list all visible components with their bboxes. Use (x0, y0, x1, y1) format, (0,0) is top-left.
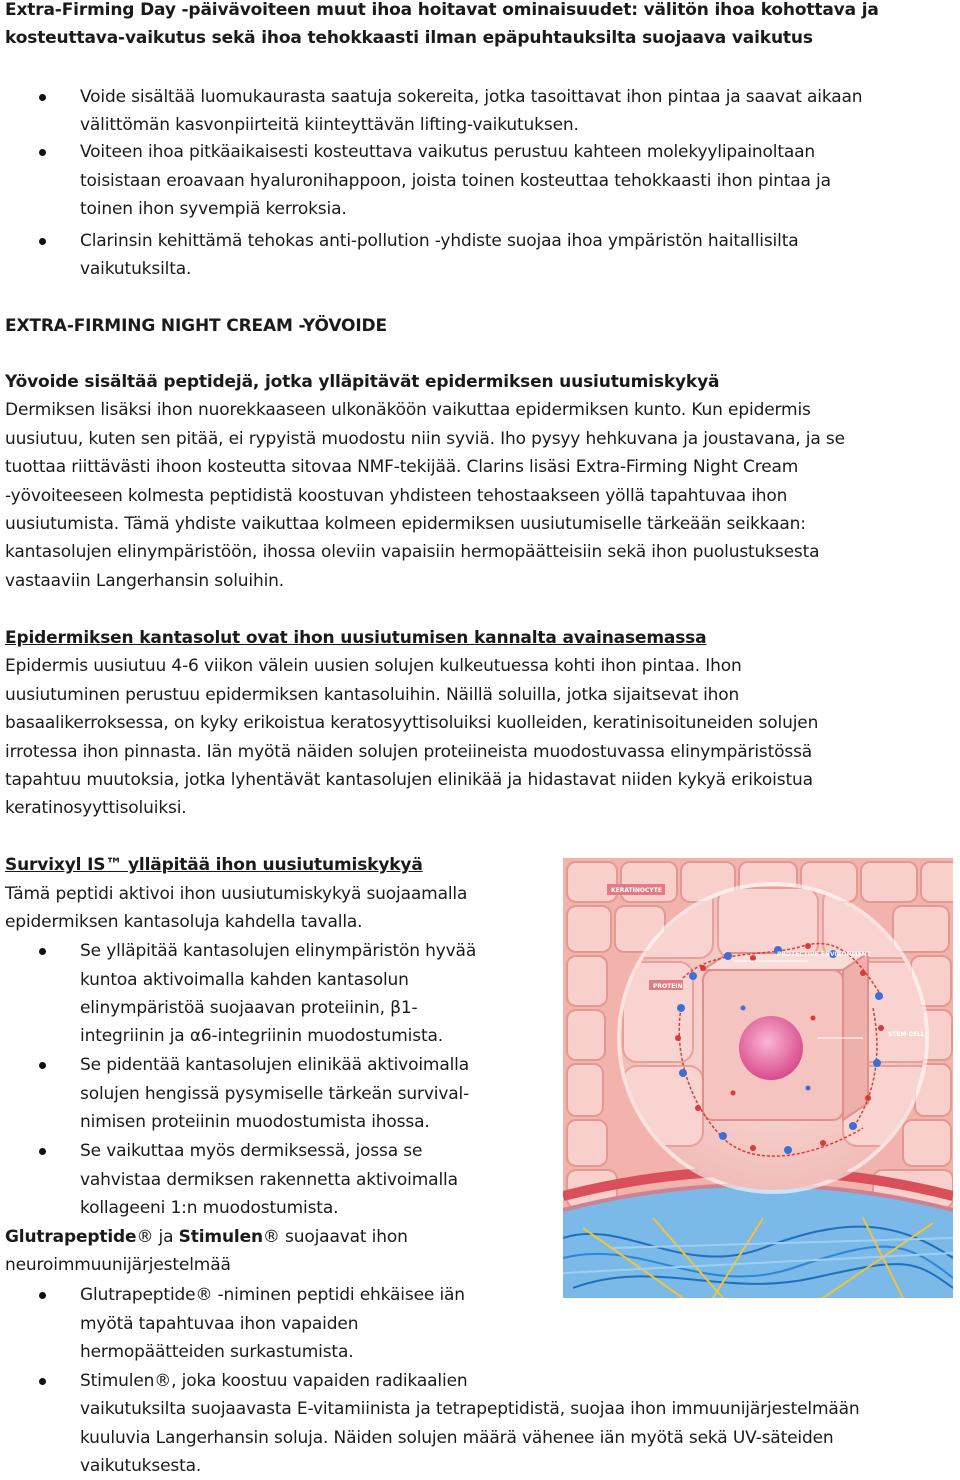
glutrapeptide-heading-mid: ® ja (136, 1227, 179, 1247)
bullet-icon (39, 1062, 46, 1069)
bullet-icon (39, 1378, 46, 1385)
bullet-icon (39, 1148, 46, 1155)
stem-paragraph-line: uusiutuminen perustuu epidermiksen kantasoluihin. Näillä soluilla, jotka sijaitsevat ihon (5, 685, 740, 705)
survixyl-bullet-2-line: nimisen proteiinin muodostumista ihossa. (80, 1112, 430, 1132)
label-keratinocyte-text: KERATINOCYTE (611, 887, 662, 894)
night-paragraph-line: kantasolujen elinympäristöön, ihossa oleviin vapaisiin hermopäätteisiin sekä ihon puolustuksesta (5, 542, 820, 562)
survixyl-bullet-3-line: vahvistaa dermiksen rakennetta aktivoimalla (80, 1170, 458, 1190)
glutrapeptide-heading-rest: ® suojaavat ihon (262, 1227, 408, 1247)
survixyl-bullet-1-line: kuntoa aktivoimalla kahden kantasolun (80, 970, 409, 990)
glutra-bullet-2-line: vaikutuksilta suojaavasta E-vitamiinista ja tetrapeptidistä, suojaa ihon immuunijärjestelmään (80, 1399, 860, 1419)
survixyl-bullet-3-line: Se vaikuttaa myös dermiksessä, jossa se (80, 1141, 423, 1161)
survixyl-bullet-3-line: kollageeni 1:n muodostumista. (80, 1198, 339, 1218)
night-paragraph-line: -yövoiteeseen kolmesta peptidistä koostuvan yhdisteen tehostaakseen yöllä tapahtuvaa ihon (5, 486, 788, 506)
day-bullet-1-line-1: Voide sisältää luomukaurasta saatuja sokereita, jotka tasoittavat ihon pintaa ja saavat aikaan (80, 87, 863, 107)
night-cream-subheading: Yövoide sisältää peptidejä, jotka ylläpitävät epidermiksen uusiutumiskykyä (5, 372, 720, 392)
skin-layers-drawing (563, 858, 953, 1298)
glutra-bullet-1-line: hermopäätteiden surkastumista. (80, 1342, 354, 1362)
glutrapeptide-heading-bold-1: Glutrapeptide (5, 1227, 137, 1247)
glutrapeptide-heading-bold-2: Stimulen (178, 1227, 263, 1247)
glutrapeptide-heading (5, 1223, 408, 1251)
glutra-bullet-2-line: Stimulen®, joka koostuu vapaiden radikaalien (80, 1371, 468, 1391)
label-protein-text: PROTEIN (653, 983, 683, 990)
survixyl-bullet-1-line: elinympäristöä suojaavan proteiinin, β1- (80, 998, 418, 1018)
day-bullet-2-line-2: toisistaan eroavaan hyaluronihappoon, joista toinen kosteuttaa tehokkaasti ihon pintaa ja (80, 171, 831, 191)
survixyl-bullet-1-line: integriinin ja α6-integriinin muodostumista. (80, 1026, 444, 1046)
stem-cell-illustration (563, 858, 953, 1298)
glutra-bullet-1-line: Glutrapeptide® -niminen peptidi ehkäisee iän (80, 1285, 465, 1305)
survixyl-bullet-2-line: solujen hengissä pysymiselle tärkeän survival- (80, 1084, 470, 1104)
label-stem-cell-text: STEM CELL (888, 1031, 925, 1038)
day-bullet-1-line-2: välittömän kasvonpiirteitä kiinteyttävän lifting-vaikutuksen. (80, 115, 579, 135)
glutra-bullet-2-line: kuuluvia Langerhansin soluja. Näiden solujen määrä vähenee iän myötä sekä UV-säteiden (80, 1428, 834, 1448)
night-paragraph-line: uusiutumista. Tämä yhdiste vaikuttaa kolmeen epidermiksen uusiutumiselle tärkeään seikkaan: (5, 514, 806, 534)
day-bullet-3-line-1: Clarinsin kehittämä tehokas anti-pollution -yhdiste suojaa ihoa ympäristön haitallisilta (80, 231, 799, 251)
label-protein (649, 980, 683, 990)
survixyl-bullet-2-line: Se pidentää kantasolujen elinikää aktivoimalla (80, 1055, 469, 1075)
label-keratinocyte (607, 884, 665, 895)
night-paragraph-line: uusiutuu, kuten sen pitää, ei rypyistä muodostu niin syviä. Iho pysyy hehkuvana ja joustavana, ja se (5, 429, 845, 449)
night-paragraph-line: tuottaa riittävästi ihoon kosteutta sitovaa NMF-tekijää. Clarins lisäsi Extra-Firming Night Cream (5, 457, 799, 477)
survixyl-intro-line-2: epidermiksen kantasoluja kahdella tavalla. (5, 912, 363, 932)
bullet-icon (39, 238, 46, 245)
label-protective-environment-text: PROTECTIVE ENVIRONMENT (777, 951, 871, 958)
glutra-bullet-2-line: vaikutuksesta. (80, 1456, 202, 1476)
survixyl-heading: Survixyl IS™ ylläpitää ihon uusiutumiskykyä (5, 855, 423, 875)
day-bullet-2-line-1: Voiteen ihoa pitkäaikaisesti kosteuttava vaikutus perustuu kahteen molekyylipainoltaan (80, 142, 816, 162)
stem-paragraph-line: tapahtuu muutoksia, jotka lyhentävät kantasolujen elinikää ja hidastavat niiden kykyä erikoistua (5, 770, 813, 790)
day-bullet-3-line-2: vaikutuksilta. (80, 259, 192, 279)
day-cream-heading-line-1: Extra-Firming Day -päivävoiteen muut ihoa hoitavat ominaisuudet: välitön ihoa kohottava ja (5, 0, 879, 20)
bullet-icon (39, 149, 46, 156)
survixyl-bullet-1-line: Se ylläpitää kantasolujen elinympäristön hyvää (80, 941, 477, 961)
bullet-icon (39, 94, 46, 101)
night-paragraph-line: Dermiksen lisäksi ihon nuorekkaaseen ulkonäköön vaikuttaa epidermiksen kunto. Kun epidermis (5, 400, 811, 420)
night-paragraph-line: vastaaviin Langerhansin soluihin. (5, 571, 285, 591)
night-cream-title: EXTRA-FIRMING NIGHT CREAM -YÖVOIDE (5, 316, 387, 336)
stem-paragraph-line: Epidermis uusiutuu 4-6 viikon välein uusien solujen kulkeutuessa kohti ihon pintaa. Ihon (5, 656, 742, 676)
stem-cell-nucleus (739, 1016, 803, 1080)
day-cream-heading-line-2: kosteuttava-vaikutus sekä ihoa tehokkaasti ilman epäpuhtauksilta suojaava vaikutus (5, 28, 813, 48)
glutra-bullet-1-line: myötä tapahtuvaa ihon vapaiden (80, 1314, 359, 1334)
bullet-icon (39, 1292, 46, 1299)
day-bullet-2-line-3: toinen ihon syvempiä kerroksia. (80, 199, 347, 219)
survixyl-intro-line-1: Tämä peptidi aktivoi ihon uusiutumiskykyä suojaamalla (5, 884, 468, 904)
bullet-icon (39, 948, 46, 955)
glutrapeptide-heading-line-2: neuroimmuunijärjestelmää (5, 1255, 231, 1275)
stem-paragraph-line: basaalikerroksessa, on kyky erikoistua keratosyyttisoluiksi kuolleiden, keratinisoituneiden solujen (5, 713, 819, 733)
stem-paragraph-line: keratinosyyttisoluiksi. (5, 798, 187, 818)
stem-paragraph-line: irrotessa ihon pinnasta. Iän myötä näiden solujen proteiineista muodostuvassa elinympäristössä (5, 742, 813, 762)
stem-cells-heading: Epidermiksen kantasolut ovat ihon uusiutumisen kannalta avainasemassa (5, 628, 707, 648)
